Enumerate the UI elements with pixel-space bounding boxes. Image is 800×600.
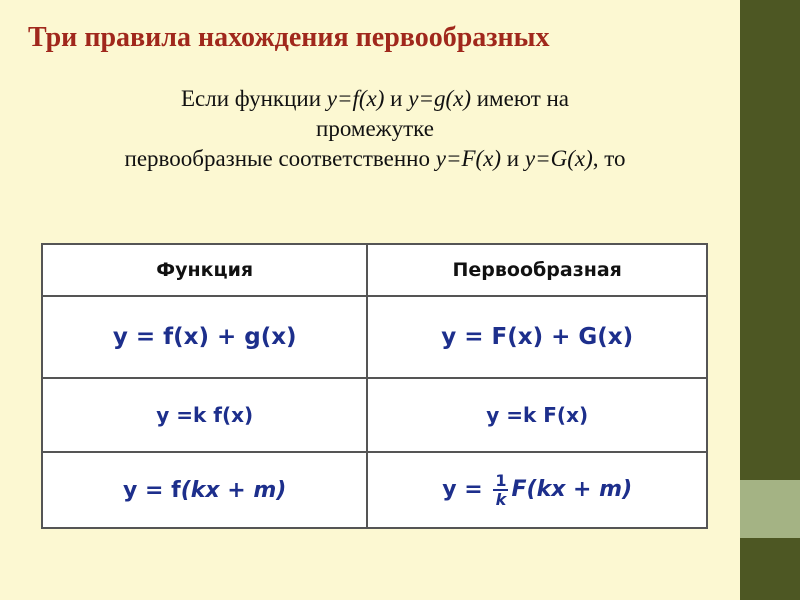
intro-text-part: и [384, 86, 409, 111]
intro-text-part: Если функции [180, 86, 327, 111]
intro-text [10, 84, 740, 174]
slide-title: Три правила нахождения первообразных [28, 22, 550, 53]
intro-text-part: и [501, 146, 525, 171]
rule-1-antiderivative: y = F(x) + G(x) [367, 296, 707, 378]
decorative-sidebar-stripe [740, 480, 800, 538]
rule-3-antiderivative [367, 452, 707, 528]
antiderivative-G: y=G(x) [524, 146, 593, 171]
table-header-row [42, 244, 707, 296]
rule-3-antiderivative-arg: (kx + m) [526, 477, 633, 502]
table-row [42, 378, 707, 452]
intro-line-3 [10, 144, 740, 174]
intro-text-part: имеют на [471, 86, 570, 111]
function-g: y=g(x) [408, 86, 471, 111]
intro-text-part: первообразные соответственно [124, 146, 436, 171]
function-f: y=f(x) [326, 86, 385, 111]
antiderivative-F: y=F(x) [435, 146, 502, 171]
rule-3-function-arg: (kx + m) [180, 477, 287, 503]
rules-table [41, 243, 708, 529]
rule-2-function: y =k f(x) [42, 378, 367, 452]
fraction-denominator: k [495, 490, 507, 509]
intro-line-1 [10, 84, 740, 114]
table-row [42, 452, 707, 528]
rule-3-function [42, 452, 367, 528]
intro-line-2: промежутке [316, 116, 434, 141]
rule-2-antiderivative: y =k F(x) [367, 378, 707, 452]
rule-1-function: y = f(x) + g(x) [42, 296, 367, 378]
intro-text-part: , то [592, 146, 626, 171]
rule-3-function-prefix: y = f [123, 477, 181, 503]
rule-3-antiderivative-prefix: y = [442, 477, 491, 502]
header-antiderivative: Первообразная [367, 244, 707, 296]
header-function: Функция [42, 244, 367, 296]
fraction-numerator: 1 [495, 471, 507, 490]
rule-3-antiderivative-fn: F [511, 477, 527, 502]
table-row [42, 296, 707, 378]
fraction-one-over-k [493, 472, 508, 508]
